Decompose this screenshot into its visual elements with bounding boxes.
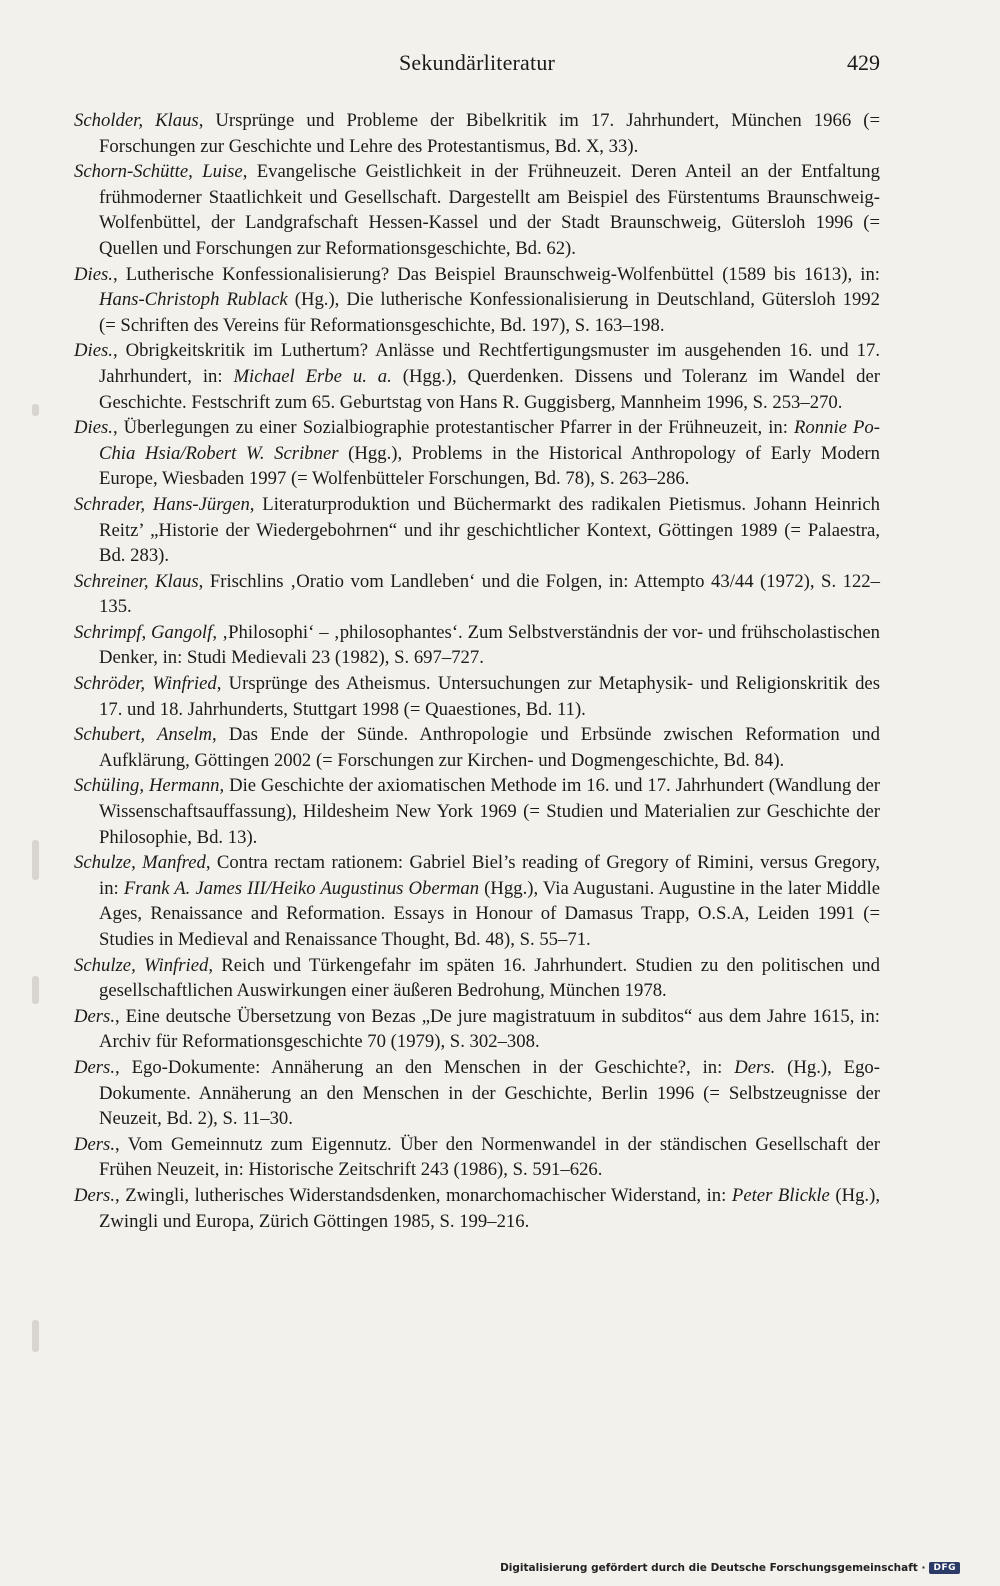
- bibliography-entry: [74, 1004, 880, 1055]
- entry-author-italic: Ronnie Po-Chia Hsia/Robert W. Scribner: [99, 417, 880, 464]
- entry-text: , Evangelische Geistlichkeit in der Frühneuzeit. Deren Anteil an der Entfaltung frühmoderner Staatlichkeit und Gesellschaft. Dargestellt am Beispiel des Fürstentums Braunschweig-Wolfenbüttel, der Landgrafschaft Hessen-Kassel und der Stadt Braunschweig, Gütersloh 1996 (= Quellen und Forschungen zur Reformationsgeschichte, Bd. 62).: [99, 161, 880, 259]
- bibliography-entry: [74, 1132, 880, 1183]
- entry-author-italic: Scholder, Klaus: [74, 110, 199, 131]
- entry-text: (Hg.), Zwingli und Europa, Zürich Göttingen 1985, S. 199–216.: [99, 1184, 880, 1232]
- entry-author-italic: Schulze, Winfried: [74, 954, 209, 976]
- entry-author-italic: Michael Erbe u. a.: [233, 365, 392, 387]
- entry-text: , Ursprünge des Atheismus. Untersuchungen zur Metaphysik- und Religionskritik des 17. und 18. Jahrhunderts, Stuttgart 1998 (= Quaestiones, Bd. 11).: [99, 673, 880, 720]
- margin-scan-mark: [32, 1320, 39, 1352]
- entry-text: (Hgg.), Problems in the Historical Anthropology of Early Modern Europe, Wiesbaden 1997 (= Wolfenbütteler Forschungen, Bd. 78), S. 263–286.: [99, 442, 880, 490]
- entry-author-italic: Schubert, Anselm: [74, 724, 212, 746]
- entry-text: , Literaturproduktion und Büchermarkt des radikalen Pietismus. Johann Heinrich Reitz’ „Historie der Wiedergebohrnen“ und ihr geschichtlicher Kontext, Göttingen 1989 (= Palaestra, Bd. 283).: [99, 493, 880, 567]
- entry-text: (Hgg.), Via Augustani. Augustine in the later Middle Ages, Renaissance and Reformation. Essays in Honour of Damasus Trapp, O.S.A, Leiden 1991 (= Studies in Medieval and Renaissance Thought, Bd. 48), S. 55–71.: [99, 877, 880, 950]
- entry-text: , Ego-Dokumente: Annäherung an den Menschen in der Geschichte?, in:: [115, 1056, 735, 1078]
- bibliography-entry: [74, 620, 880, 671]
- entry-author-italic: Dies.: [74, 263, 113, 285]
- entry-author-italic: Ders.: [74, 1056, 116, 1078]
- entry-author-italic: Ders.: [74, 1133, 116, 1155]
- bibliography-entry: [74, 338, 880, 415]
- entry-author-italic: Schröder, Winfried: [74, 673, 217, 695]
- entry-text: (Hg.), Ego-Dokumente. Annäherung an den Menschen in der Geschichte, Berlin 1996 (= Selbstzeugnisse der Neuzeit, Bd. 2), S. 11–30.: [99, 1056, 880, 1130]
- entry-author-italic: Schorn-Schütte, Luise: [74, 161, 243, 183]
- entry-text: , Zwingli, lutherisches Widerstandsdenken, monarchomachischer Widerstand, in:: [115, 1184, 732, 1206]
- entry-author-italic: Dies.: [74, 340, 113, 362]
- bibliography-entry: [74, 262, 880, 339]
- entry-text: , Überlegungen zu einer Sozialbiographie protestantischer Pfarrer in der Frühneuzeit, in:: [112, 417, 795, 439]
- bibliography-entry: [74, 108, 880, 159]
- entry-author-italic: Ders.: [734, 1056, 776, 1078]
- entry-text: , Contra rectam rationem: Gabriel Biel’s reading of Gregory of Rimini, versus Gregory, in:: [99, 852, 880, 899]
- entry-text: , Die Geschichte der axiomatischen Methode im 16. und 17. Jahrhundert (Wandlung der Wissenschaftsauffassung), Hildesheim New York 1969 (= Studien und Materialien zur Geschichte der Philosophie, Bd. 13).: [99, 775, 880, 848]
- margin-scan-mark: [32, 840, 39, 880]
- entry-text: (Hg.), Die lutherische Konfessionalisierung in Deutschland, Gütersloh 1992 (= Schriften des Vereins für Reformationsgeschichte, Bd. 197), S. 163–198.: [99, 289, 880, 336]
- entry-text: (Hgg.), Querdenken. Dissens und Toleranz im Wandel der Geschichte. Festschrift zum 65. Geburtstag von Hans R. Guggisberg, Mannheim 1996, S. 253–270.: [99, 365, 880, 413]
- margin-scan-mark: [32, 404, 39, 416]
- bibliography-entry: [74, 722, 880, 773]
- bibliography-entry: [74, 415, 880, 492]
- entry-author-italic: Frank A. James III/Heiko Augustinus Oberman: [123, 877, 480, 899]
- bibliography-entry: [74, 569, 880, 620]
- bibliography-entry: [74, 1183, 880, 1234]
- footer-text: Digitalisierung gefördert durch die Deutsche Forschungsgemeinschaft ·: [500, 1562, 926, 1574]
- bibliography-entry: [74, 773, 880, 850]
- entry-text: , Das Ende der Sünde. Anthropologie und Erbsünde zwischen Reformation und Aufklärung, Göttingen 2002 (= Forschungen zur Kirchen- und Dogmengeschichte, Bd. 84).: [99, 724, 880, 771]
- bibliography-entry: [74, 953, 880, 1004]
- entry-author-italic: Peter Blickle: [731, 1184, 830, 1206]
- bibliography-entry: [74, 492, 880, 569]
- footer-credit: [500, 1562, 960, 1574]
- entry-author-italic: Schrimpf, Gangolf: [74, 621, 213, 643]
- entry-text: , Ursprünge und Probleme der Bibelkritik im 17. Jahrhundert, München 1966 (= Forschungen zur Geschichte und Lehre des Protestantismus, Bd. X, 33).: [99, 110, 880, 157]
- margin-scan-mark: [32, 976, 39, 1004]
- entry-author-italic: Schüling, Hermann: [74, 775, 220, 797]
- entry-author-italic: Ders.: [74, 1184, 116, 1206]
- running-title: Sekundärliteratur: [398, 50, 556, 75]
- entry-author-italic: Schulze, Manfred: [74, 852, 206, 874]
- bibliography-entry: [74, 159, 880, 261]
- bibliography-entry: [74, 1055, 880, 1132]
- entry-text: , Frischlins ‚Oratio vom Landleben‘ und die Folgen, in: Attempto 43/44 (1972), S. 122–135.: [99, 570, 880, 618]
- dfg-logo-icon: DFG: [929, 1562, 960, 1574]
- entry-text: , Obrigkeitskritik im Luthertum? Anlässe und Rechtfertigungsmuster im ausgehenden 16. und 17. Jahrhundert, in:: [99, 340, 880, 387]
- bibliography-entry: [74, 671, 880, 722]
- entry-text: , Eine deutsche Übersetzung von Bezas „De jure magistratuum in subditos“ aus dem Jahre 1615, in: Archiv für Reformationsgeschichte 70 (1979), S. 302–308.: [99, 1005, 880, 1053]
- entry-text: , Reich und Türkengefahr im späten 16. Jahrhundert. Studien zu den politischen und gesellschaftlichen Auswirkungen einer äußeren Bedrohung, München 1978.: [99, 954, 880, 1002]
- entry-text: , Vom Gemeinnutz zum Eigennutz. Über den Normenwandel in der ständischen Gesellschaft der Frühen Neuzeit, in: Historische Zeitschrift 243 (1986), S. 591–626.: [99, 1133, 880, 1181]
- bibliography-entry: [74, 850, 880, 952]
- bibliography-list: [74, 108, 880, 1234]
- entry-author-italic: Hans-Christoph Rublack: [99, 289, 288, 311]
- entry-author-italic: Schreiner, Klaus: [74, 570, 199, 592]
- entry-author-italic: Schrader, Hans-Jürgen: [74, 493, 250, 515]
- entry-author-italic: Dies.: [74, 417, 113, 439]
- entry-author-italic: Ders.: [74, 1005, 116, 1027]
- page-number: 429: [847, 50, 880, 75]
- entry-text: , Lutherische Konfessionalisierung? Das Beispiel Braunschweig-Wolfenbüttel (1589 bis 1613), in:: [112, 263, 880, 285]
- page-header: [74, 50, 880, 82]
- entry-text: , ‚Philosophi‘ – ‚philosophantes‘. Zum Selbstverständnis der vor- und frühscholastischen Denker, in: Studi Medievali 23 (1982), S. 697–727.: [99, 621, 880, 669]
